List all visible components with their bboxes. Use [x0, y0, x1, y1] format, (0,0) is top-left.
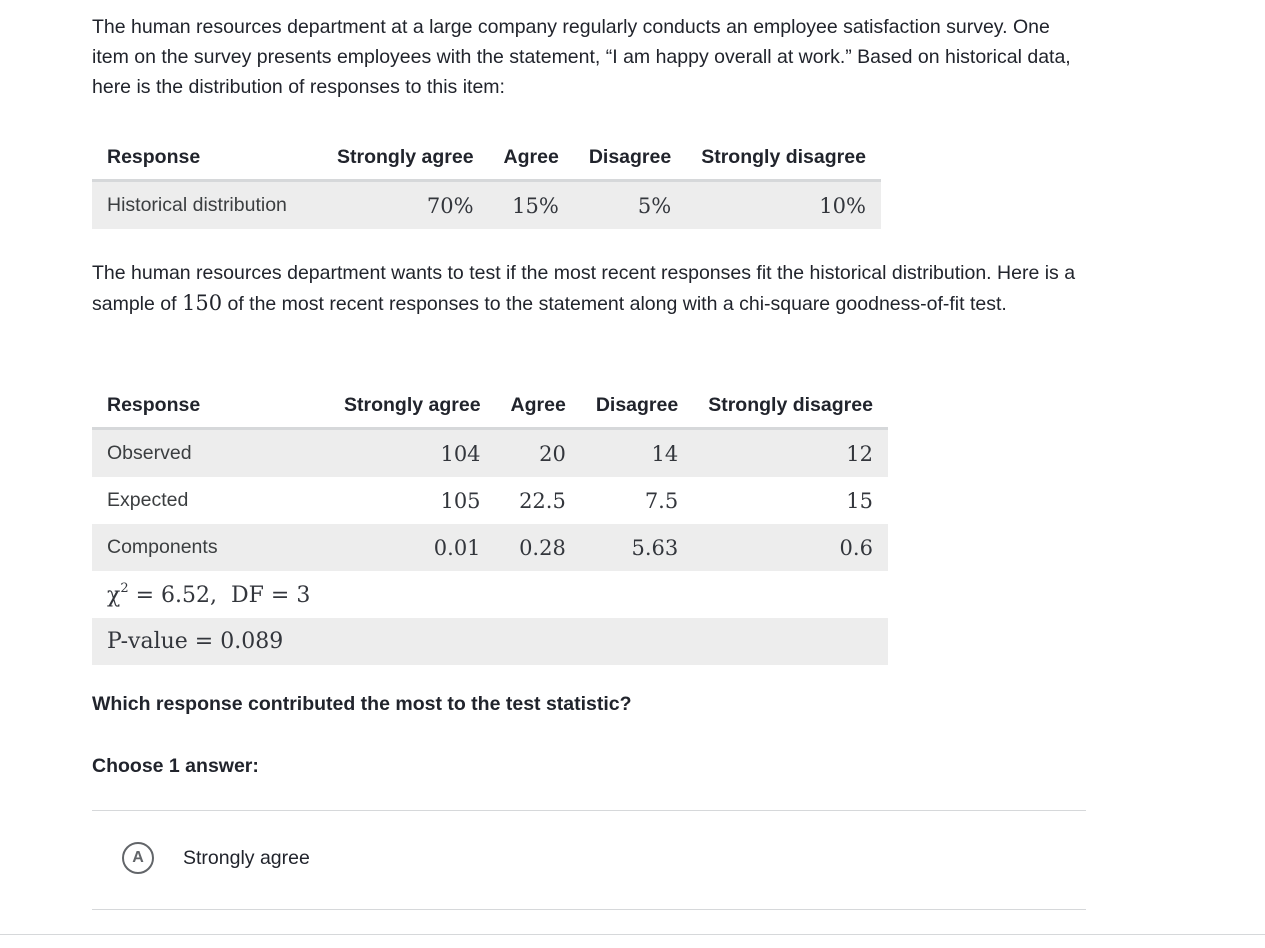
table-row: [92, 429, 888, 478]
chi-symbol: χ: [107, 583, 121, 608]
col-header-agree: Agree: [489, 135, 574, 181]
test-intro-text-before: The human resources department wants to test if the most recent responses fit the historical distribution. Here is a sample of: [92, 262, 1076, 315]
table-row: [92, 571, 888, 618]
cell-value: 14: [581, 429, 693, 478]
chi-value-and-df: = 6.52, DF = 3: [128, 583, 311, 608]
cell-value: 104: [329, 429, 496, 478]
choose-instruction: Choose 1 answer:: [92, 755, 259, 777]
historical-distribution-table: [92, 135, 881, 229]
table-row: [92, 524, 888, 571]
table-row: [92, 618, 888, 665]
cell-value: 22.5: [519, 488, 566, 513]
cell-value: 0.28: [496, 524, 581, 571]
option-letter-badge: A: [122, 842, 154, 874]
cell-value: 7.5: [644, 488, 679, 513]
row-label-components: Components: [92, 524, 329, 571]
cell-value: 15: [846, 488, 873, 513]
row-label-expected: Expected: [107, 489, 189, 511]
cell-value: 70%: [322, 181, 489, 230]
chi-exponent: 2: [120, 581, 129, 596]
cell-value: 5%: [574, 181, 686, 230]
divider: [92, 909, 1086, 910]
table-header-row: [92, 383, 888, 429]
answer-option-a[interactable]: [122, 842, 310, 874]
cell-value: 12: [693, 429, 888, 478]
cell-value: 105: [440, 488, 481, 513]
row-label-historical: Historical distribution: [92, 181, 322, 230]
p-value: P-value = 0.089: [92, 618, 888, 665]
test-intro-text-after: of the most recent responses to the statement along with a chi-square goodness-of-fit test.: [222, 293, 1007, 315]
cell-value: 20: [496, 429, 581, 478]
chi-square-statistic: [92, 571, 888, 618]
divider: [92, 810, 1086, 811]
col-header-response: Response: [92, 135, 322, 181]
cell-value: 0.6: [693, 524, 888, 571]
test-intro-paragraph: [92, 258, 1086, 319]
col-header-strongly-agree: Strongly agree: [322, 135, 489, 181]
col-header-disagree: Disagree: [581, 383, 693, 429]
col-header-strongly-disagree: Strongly disagree: [686, 135, 881, 181]
question-text: Which response contributed the most to the test statistic?: [92, 693, 632, 715]
col-header-disagree: Disagree: [574, 135, 686, 181]
table-row: [92, 477, 888, 524]
row-label-observed: Observed: [92, 429, 329, 478]
cell-value: 0.01: [329, 524, 496, 571]
intro-paragraph: The human resources department at a large company regularly conducts an employee satisfaction survey. One item on the survey presents employees with the statement, “I am happy overall at work.” Based on historical data, here is the distribution of responses to this item:: [92, 16, 1071, 98]
cell-value: 5.63: [581, 524, 693, 571]
cell-value: 10%: [686, 181, 881, 230]
table-row: [92, 181, 881, 230]
chi-square-test-table: [92, 383, 888, 665]
footer-divider: [0, 934, 1265, 935]
sample-size: 150: [181, 291, 223, 315]
option-label: Strongly agree: [183, 846, 310, 869]
cell-value: 15%: [489, 181, 574, 230]
table-header-row: [92, 135, 881, 181]
col-header-strongly-agree: Strongly agree: [329, 383, 496, 429]
col-header-strongly-disagree: Strongly disagree: [693, 383, 888, 429]
col-header-response: Response: [92, 383, 329, 429]
col-header-agree: Agree: [496, 383, 581, 429]
